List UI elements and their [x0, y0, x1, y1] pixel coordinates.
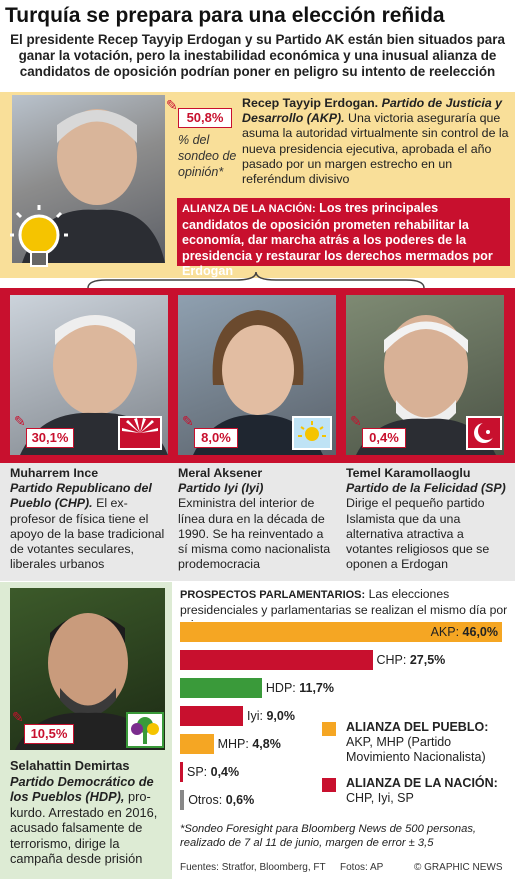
footnote: *Sondeo Foresight para Bloomberg News de 500 personas, realizado de 7 al 11 de junio, margen de error ± 3,5 [180, 823, 477, 849]
bar-otros [180, 790, 184, 810]
karamollaoglu-pct: 0,4% [362, 428, 406, 448]
erdogan-name: Recep Tayyip Erdogan. [242, 96, 379, 110]
ince-pct: 30,1% [26, 428, 74, 448]
bar-sp [180, 762, 183, 782]
erdogan-party: Partido de Justicia y Desarrollo (AKP). [242, 96, 503, 126]
chp-logo-icon [118, 416, 162, 450]
legend-label-pueblo: ALIANZA DEL PUEBLO: [346, 720, 489, 734]
demirtas-text [10, 758, 168, 867]
demirtas-pct: 10,5% [24, 724, 74, 744]
alliance-text: Los tres principales candidatos de oposición prometen rehabilitar la economía, dar marcha atrás a los poderes de la presidencia y restaurar los derechos mermados por Erdogan [182, 201, 493, 278]
alliance-box [177, 198, 510, 278]
karamollaoglu-party: Partido de la Felicidad (SP) [346, 481, 506, 496]
bar-category-sp: SP: [187, 765, 211, 779]
pencil-icon: ✎ [166, 97, 178, 113]
poll-note: % del sondeo de opinión* [178, 133, 237, 179]
page-title: Turquía se prepara para una elección reñida [5, 4, 445, 27]
bar-value-chp: 27,5% [409, 653, 446, 667]
sp-crescent-logo-icon [466, 416, 502, 450]
prospects-desc: Las elecciones presidenciales y parlamentarias se realizan el mismo día por [180, 587, 508, 617]
pencil-icon: ✎ [350, 413, 362, 429]
erdogan-text [242, 96, 510, 187]
pencil-icon: ✎ [182, 413, 194, 429]
iyi-sun-logo-icon [292, 416, 332, 450]
bar-value-akp: 46,0% [462, 625, 498, 639]
bar-category-iyi: Iyi: [247, 709, 267, 723]
ince-name: Muharrem Ince [10, 466, 99, 480]
legend [322, 720, 512, 810]
bar-category-chp: CHP: [376, 653, 410, 667]
bar-hdp [180, 678, 262, 698]
demirtas-desc: pro-kurdo. Arrestado en 2016, acusado falsamente de terrorismo, dirige la campaña desde prisión [10, 789, 158, 866]
karamollaoglu-text [346, 466, 508, 572]
erdogan-desc: Una victoria aseguraría que asuma la autoridad virtualmente sin control de la nueva presidencia ejecutiva, aprobada el año pasado por un margen estrecho en un referéndum divisivo [242, 111, 509, 187]
aksener-text [178, 466, 336, 572]
alliance-label: ALIANZA DE LA NACIÓN: [182, 203, 316, 215]
graphic-news-credit: © GRAPHIC NEWS [414, 862, 503, 873]
ince-party: Partido Republicano del Pueblo (CHP). [10, 481, 152, 511]
bar-label-iyi [247, 706, 295, 726]
ince-desc: El ex-profesor de física tiene el apoyo de la base tradicional de votantes seculares, liberales urbanos [10, 496, 165, 572]
legend-swatch-nacion [322, 778, 336, 792]
bar-value-otros: 0,6% [225, 793, 255, 807]
karamollaoglu-desc: Dirige el pequeño partido Islamista que da una alternativa atractiva a votantes religiosos que se oponen a Erdogan [346, 496, 490, 572]
bar-value-mhp: 4,8% [252, 737, 281, 751]
bar-label-akp [431, 622, 498, 642]
prospects-label: PROSPECTOS PARLAMENTARIOS: [180, 589, 366, 601]
lightbulb-icon [10, 205, 68, 275]
aksener-desc: Exministra del interior de línea dura en la década de 1990. Se ha reinventado a sí misma como nacionalista prodemocracia [178, 496, 331, 572]
hdp-tree-logo-icon [126, 712, 164, 748]
bar-label-otros [188, 790, 254, 810]
photo-credit: Fotos: AP [340, 862, 384, 873]
bar-mhp [180, 734, 214, 754]
bar-value-sp: 0,4% [210, 765, 240, 779]
pencil-icon: ✎ [12, 709, 24, 725]
bar-label-hdp [266, 678, 334, 698]
legend-members-nacion: CHP, Iyi, SP [346, 791, 414, 805]
bar-value-hdp: 11,7% [299, 681, 334, 695]
karamollaoglu-name: Temel Karamollaoglu [346, 466, 471, 480]
aksener-name: Meral Aksener [178, 466, 263, 480]
ince-text [10, 466, 168, 572]
bar-value-iyi: 9,0% [266, 709, 295, 723]
bar-label-chp [377, 650, 446, 670]
sources: Fuentes: Stratfor, Bloomberg, FT [180, 862, 326, 873]
bar-label-mhp [218, 734, 281, 754]
demirtas-name: Selahattin Demirtas [10, 758, 130, 773]
demirtas-party: Partido Democrático de los Pueblos (HDP), [10, 773, 154, 804]
legend-item-pueblo [346, 720, 512, 765]
bar-iyi [180, 706, 243, 726]
legend-label-nacion: ALIANZA DE LA NACIÓN: [346, 776, 498, 790]
bar-category-otros: Otros: [188, 793, 226, 807]
bar-category-hdp: HDP: [265, 681, 300, 695]
erdogan-pct: 50,8% [178, 108, 232, 128]
legend-item-nacion [346, 776, 512, 806]
bar-category-mhp: MHP: [217, 737, 253, 751]
legend-members-pueblo: AKP, MHP (Partido Movimiento Nacionalista) [346, 735, 486, 764]
page-subtitle: El presidente Recep Tayyip Erdogan y su Partido AK están bien situados para ganar la votación, pero la inestabilidad económica y una inusual alianza de candidatos de oposición podrían poner en peligro su intento de reelección [10, 32, 505, 79]
bar-chp [180, 650, 373, 670]
pencil-icon: ✎ [14, 413, 26, 429]
aksener-party: Partido Iyi (Iyi) [178, 481, 264, 496]
aksener-pct: 8,0% [194, 428, 238, 448]
bar-label-sp [187, 762, 239, 782]
bar-category-akp: AKP: [430, 625, 463, 639]
legend-swatch-pueblo [322, 722, 336, 736]
